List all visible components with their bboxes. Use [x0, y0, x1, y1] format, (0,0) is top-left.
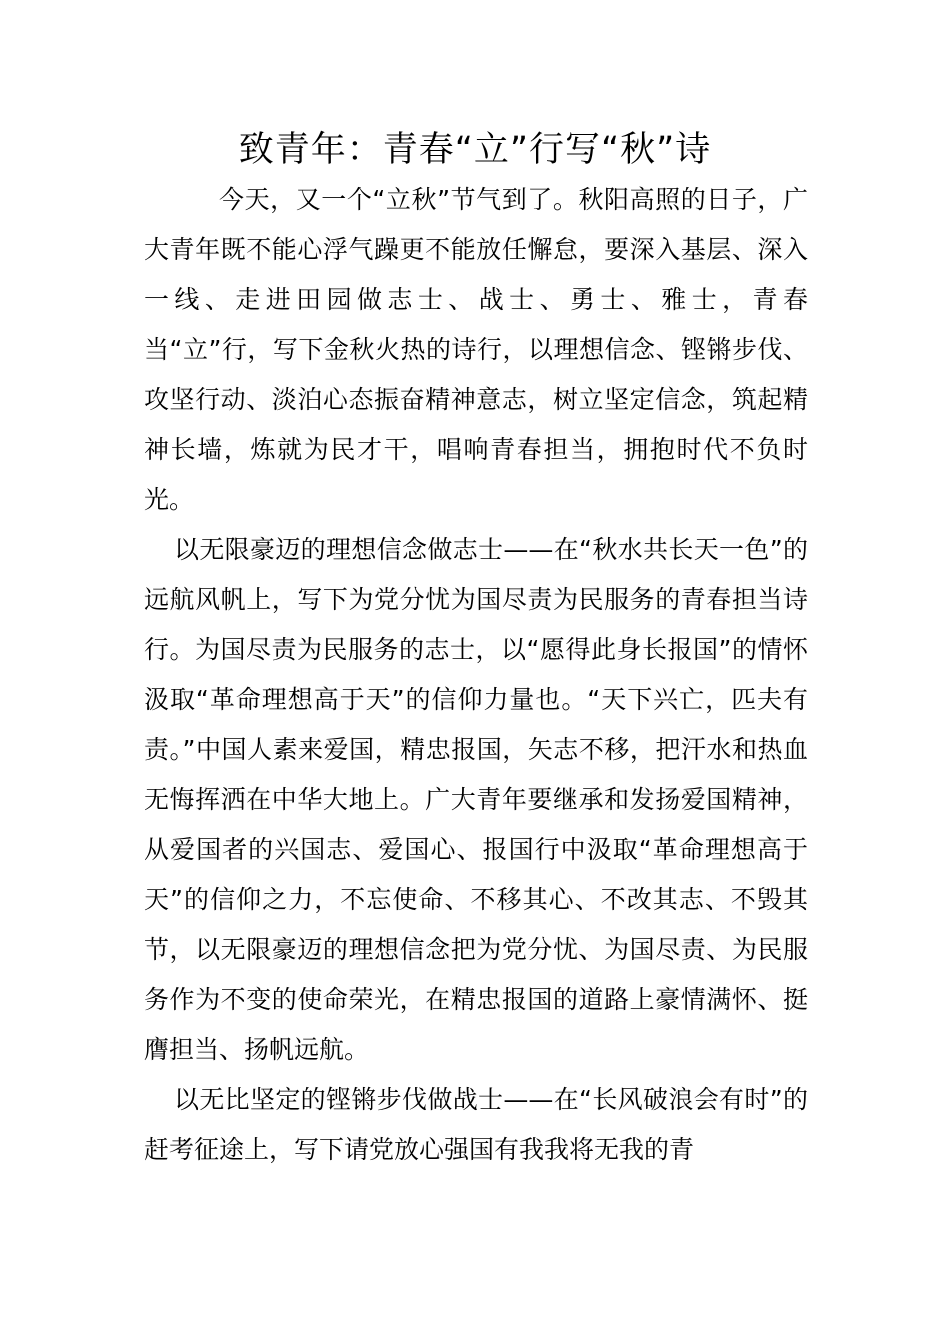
- document-title: 致青年：青春“立”行写“秋”诗: [238, 130, 712, 170]
- paragraph-idealist: 以无限豪迈的理想信念做志士——在“秋水共长天一色”的远航风帆上，写下为党分忧为国尽责为民服务的青春担当诗行。为国尽责为民服务的志士，以“愿得此身长报国”的情怀汲取“革命理想高于天”的信仰力量也。“天下兴亡，匹夫有责。”中国人素来爱国，精忠报国，矢志不移，把汗水和热血无悔挥洒在中华大地上。广大青年要继承和发扬爱国精神，从爱国者的兴国志、爱国心、报国行中汲取“革命理想高于天”的信仰之力，不忘使命、不移其心、不改其志、不毁其节，以无限豪迈的理想信念把为党分忧、为国尽责、为民服务作为不变的使命荣光，在精忠报国的道路上豪情满怀、挺膺担当、扬帆远航。: [144, 535, 808, 1064]
- paragraph-warrior: 以无比坚定的铿锵步伐做战士——在“长风破浪会有时”的赶考征途上，写下请党放心强国有我我将无我的青: [144, 1085, 808, 1164]
- paragraph-intro: 今天，又一个“立秋”节气到了。秋阳高照的日子，广大青年既不能心浮气躁更不能放任懈怠，要深入基层、深入一线、走进田园做志士、战士、勇士、雅士，青春当“立”行，写下金秋火热的诗行，以理想信念、铿锵步伐、攻坚行动、淡泊心态振奋精神意志，树立坚定信念，筑起精神长墙，炼就为民才干，唱响青春担当，拥抱时代不负时光。: [144, 185, 808, 514]
- document-body: [144, 175, 808, 1175]
